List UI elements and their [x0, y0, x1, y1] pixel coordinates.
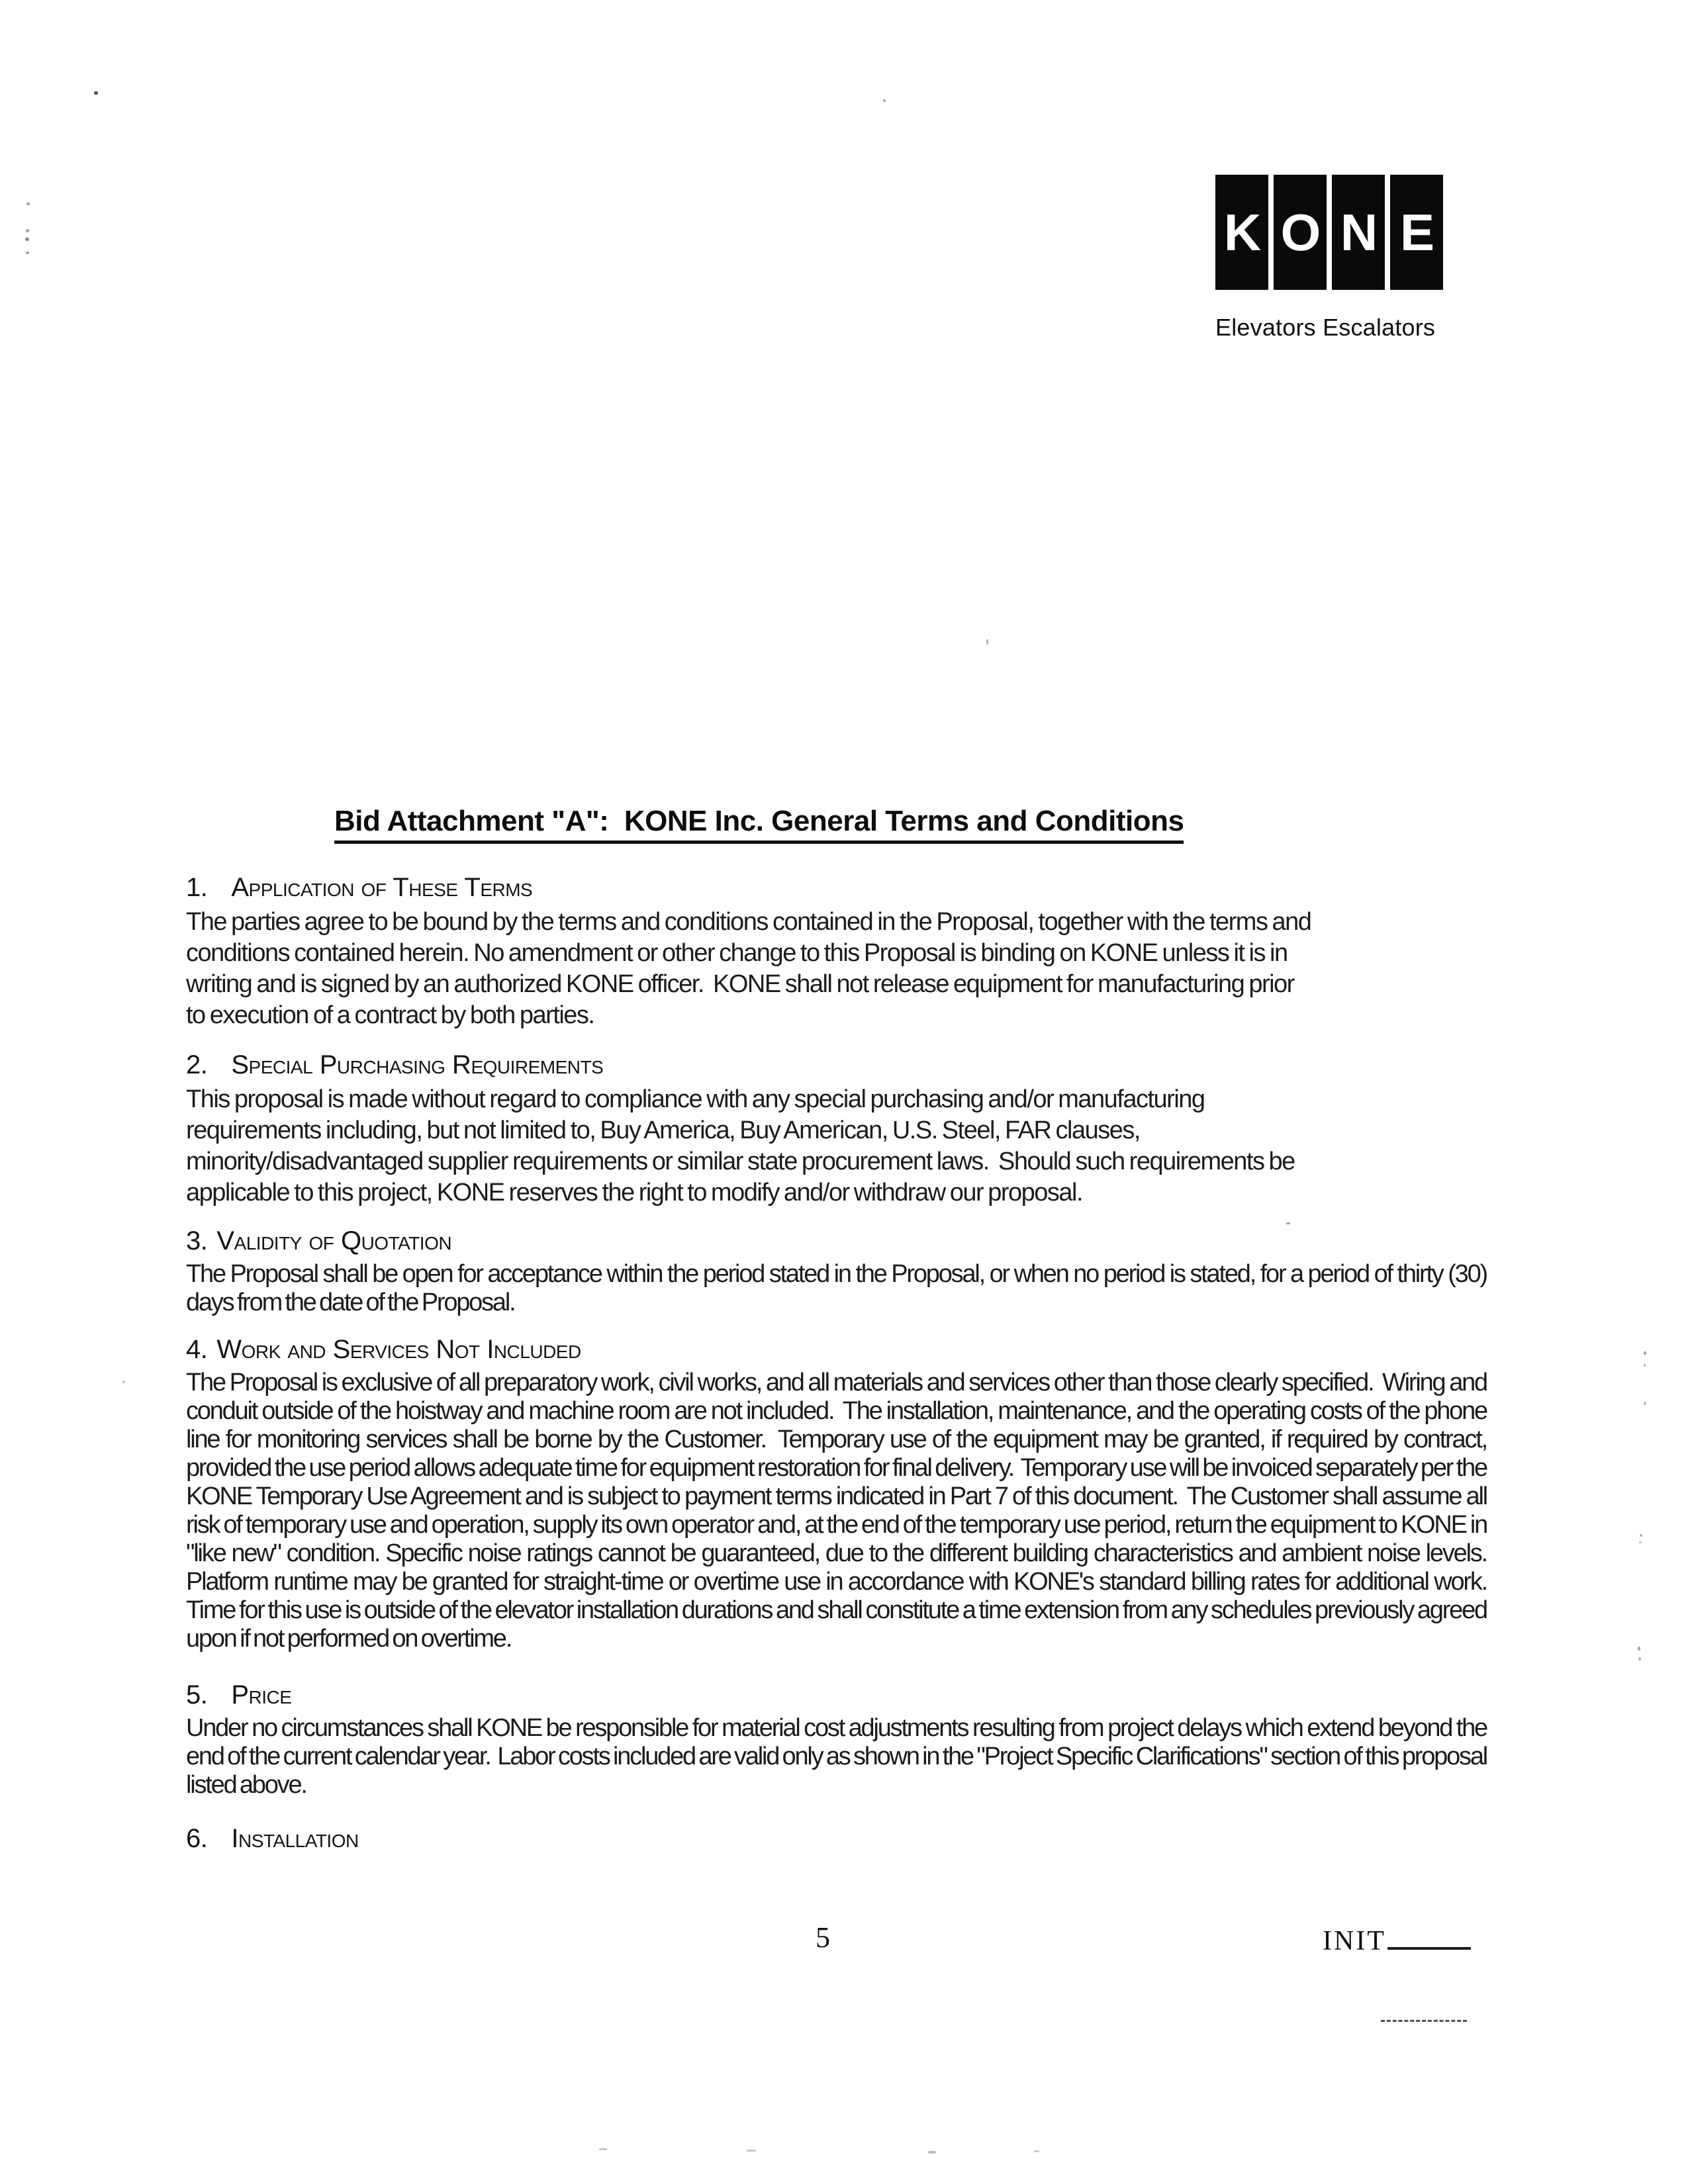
scan-speck [1644, 1402, 1646, 1405]
section-heading [186, 1680, 1487, 1710]
section-special-purchasing-requirements [186, 1050, 1487, 1208]
section-title: Work and Services Not Included [216, 1335, 581, 1364]
scan-speck [1640, 1534, 1642, 1537]
logo-letter-tile: N [1332, 175, 1385, 290]
section-body: The parties agree to be bound by the terms and conditions contained in the Proposal, together with the terms and conditions contained herein. No amendment or other change to this Proposal is binding on KONE unless it is in writing and is signed by an authorized KONE officer. KONE shall not release equipment for manufacturing prior to execution of a contract by both parties. [186, 908, 1316, 1029]
section-title: Price [231, 1680, 292, 1709]
page-number: 5 [816, 1921, 830, 1954]
scan-speck [122, 1381, 125, 1383]
logo-subtitle: Elevators Escalators [1215, 314, 1436, 341]
section-number: 3. [186, 1226, 208, 1255]
scan-speck [1034, 2150, 1039, 2152]
section-heading [186, 872, 1487, 903]
scan-speck [26, 229, 29, 232]
logo-letter-tile: K [1215, 175, 1268, 290]
section-body: This proposal is made without regard to compliance with any special purchasing and/or manufacturing requirements including, but not limited to, Buy America, Buy American, U.S. Steel, FAR clauses, minority/disadvantaged supplier requirements or similar state procurement laws. Should such requirements be applicable to this project, KONE reserves the right to modify and/or withdraw our proposal. [186, 1085, 1299, 1206]
scan-speck [94, 91, 98, 95]
initials-field [1323, 1919, 1471, 1957]
terms-sections [186, 872, 1494, 1858]
scan-speck [928, 2151, 936, 2154]
section-number: 5. [186, 1680, 208, 1709]
scan-speck [986, 639, 988, 645]
section-title: Special Purchasing Requirements [231, 1050, 604, 1079]
kone-logo [1215, 175, 1448, 290]
scan-speck [1638, 1657, 1641, 1661]
section-heading [186, 1050, 1487, 1080]
scan-speck [1638, 1647, 1640, 1651]
scan-speck [1644, 1364, 1646, 1367]
scan-speck [747, 2150, 756, 2152]
scan-speck [1644, 1351, 1646, 1355]
section-body: Under no circumstances shall KONE be responsible for material cost adjustments resulting from project delays which extend beyond the end of the current calendar year. Labor costs included are valid only as shown in the "Project Specific Clarifications" section of this proposal listed above. [186, 1714, 1491, 1799]
section-title: Installation [231, 1824, 359, 1853]
section-installation [186, 1823, 1487, 1854]
section-number: 6. [186, 1824, 208, 1853]
section-title: Application of These Terms [231, 873, 533, 902]
kone-logo-block [1215, 175, 1448, 341]
section-number: 2. [186, 1050, 208, 1079]
section-title: Validity of Quotation [216, 1226, 452, 1255]
section-price [186, 1680, 1491, 1799]
section-body: The Proposal shall be open for acceptance within the period stated in the Proposal, or when no period is stated, for a period of thirty (30) days from the date of the Proposal. [186, 1260, 1491, 1316]
logo-letter-tile: O [1274, 175, 1327, 290]
section-work-and-services-not-included [186, 1334, 1494, 1653]
scan-speck [26, 203, 30, 205]
document-title: Bid Attachment "A": KONE Inc. General Terms and Conditions [334, 805, 1184, 844]
scan-speck [26, 251, 29, 254]
logo-letter-tile: E [1390, 175, 1443, 290]
section-heading [186, 1226, 1487, 1256]
section-heading [186, 1334, 1487, 1365]
scan-speck [599, 2148, 607, 2150]
section-heading [186, 1823, 1487, 1854]
section-application-of-these-terms [186, 872, 1487, 1031]
section-number: 1. [186, 873, 208, 902]
scan-speck [883, 99, 886, 102]
section-body: The Proposal is exclusive of all preparatory work, civil works, and all materials and services other than those clearly specified. Wiring and conduit outside of the hoistway and machine room are not included. The installation, maintenance, and the operating costs of the phone line for monitoring services shall be borne by the Customer. Temporary use of the equipment may be granted, if required by contract, provided the use period allows adequate time for equipment restoration for final delivery. Temporary use will be invoiced separately per the KONE Temporary Use Agreement and is subject to payment terms indicated in Part 7 of this document. The Customer shall assume all risk of temporary use and operation, supply its own operator and, at the end of the temporary use period, return the equipment to KONE in "like new" condition. Specific noise ratings cannot be guaranteed, due to the different building characteristics and ambient noise levels. Platform runtime may be granted for straight-time or overtime use in accordance with KONE's standard billing rates for additional work. Time for this use is outside of the elevator installation durations and shall constitute a time extension from any schedules previously agreed upon if not performed on overtime. [186, 1369, 1494, 1653]
section-validity-of-quotation [186, 1226, 1491, 1317]
scan-speck [1286, 1222, 1290, 1224]
section-number: 4. [186, 1335, 208, 1364]
signature-line [1381, 2020, 1467, 2022]
scan-speck [1639, 1541, 1642, 1543]
initials-blank-line [1387, 1919, 1471, 1950]
scan-speck [25, 238, 29, 241]
initials-label: INIT [1323, 1926, 1386, 1956]
